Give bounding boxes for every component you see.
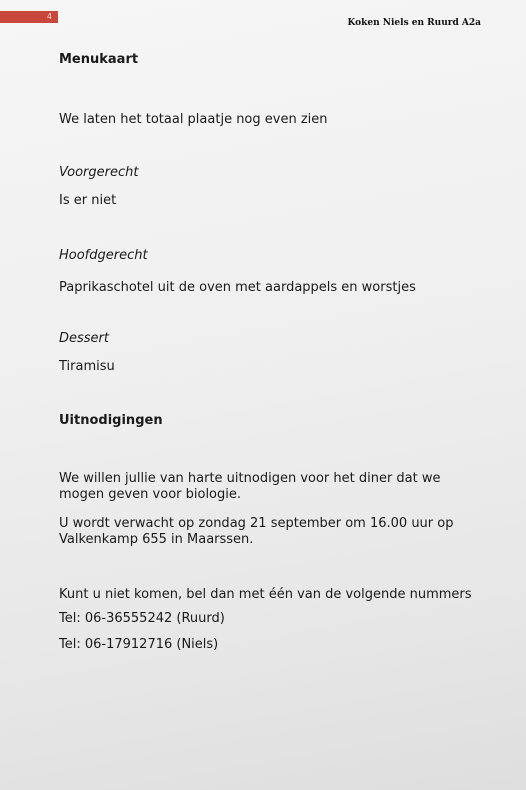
invitation-heading: Uitnodigingen [59, 413, 163, 428]
phone-ruurd: Tel: 06-36555242 (Ruurd) [59, 611, 225, 626]
main-course-label: Hoofdgerecht [59, 248, 148, 263]
invitation-paragraph-1-line-2: mogen geven voor biologie. [59, 487, 242, 502]
main-course-value: Paprikaschotel uit de oven met aardappels en worstjes [59, 280, 416, 295]
contact-intro: Kunt u niet komen, bel dan met één van de volgende nummers [59, 587, 472, 602]
invitation-paragraph-2-line-1: U wordt verwacht op zondag 21 september om 16.00 uur op [59, 516, 454, 531]
dessert-label: Dessert [59, 331, 109, 346]
invitation-paragraph-1-line-1: We willen jullie van harte uitnodigen voor het diner dat we [59, 471, 441, 486]
invitation-paragraph-2-line-2: Valkenkamp 655 in Maarssen. [59, 532, 254, 547]
page-number-badge: 4 [0, 11, 58, 23]
starter-value: Is er niet [59, 193, 117, 208]
running-header: Koken Niels en Ruurd A2a [347, 18, 481, 28]
menu-intro: We laten het totaal plaatje nog even zien [59, 112, 328, 127]
menu-heading: Menukaart [59, 52, 139, 67]
starter-label: Voorgerecht [59, 165, 139, 180]
phone-niels: Tel: 06-17912716 (Niels) [59, 637, 219, 652]
dessert-value: Tiramisu [59, 359, 115, 374]
